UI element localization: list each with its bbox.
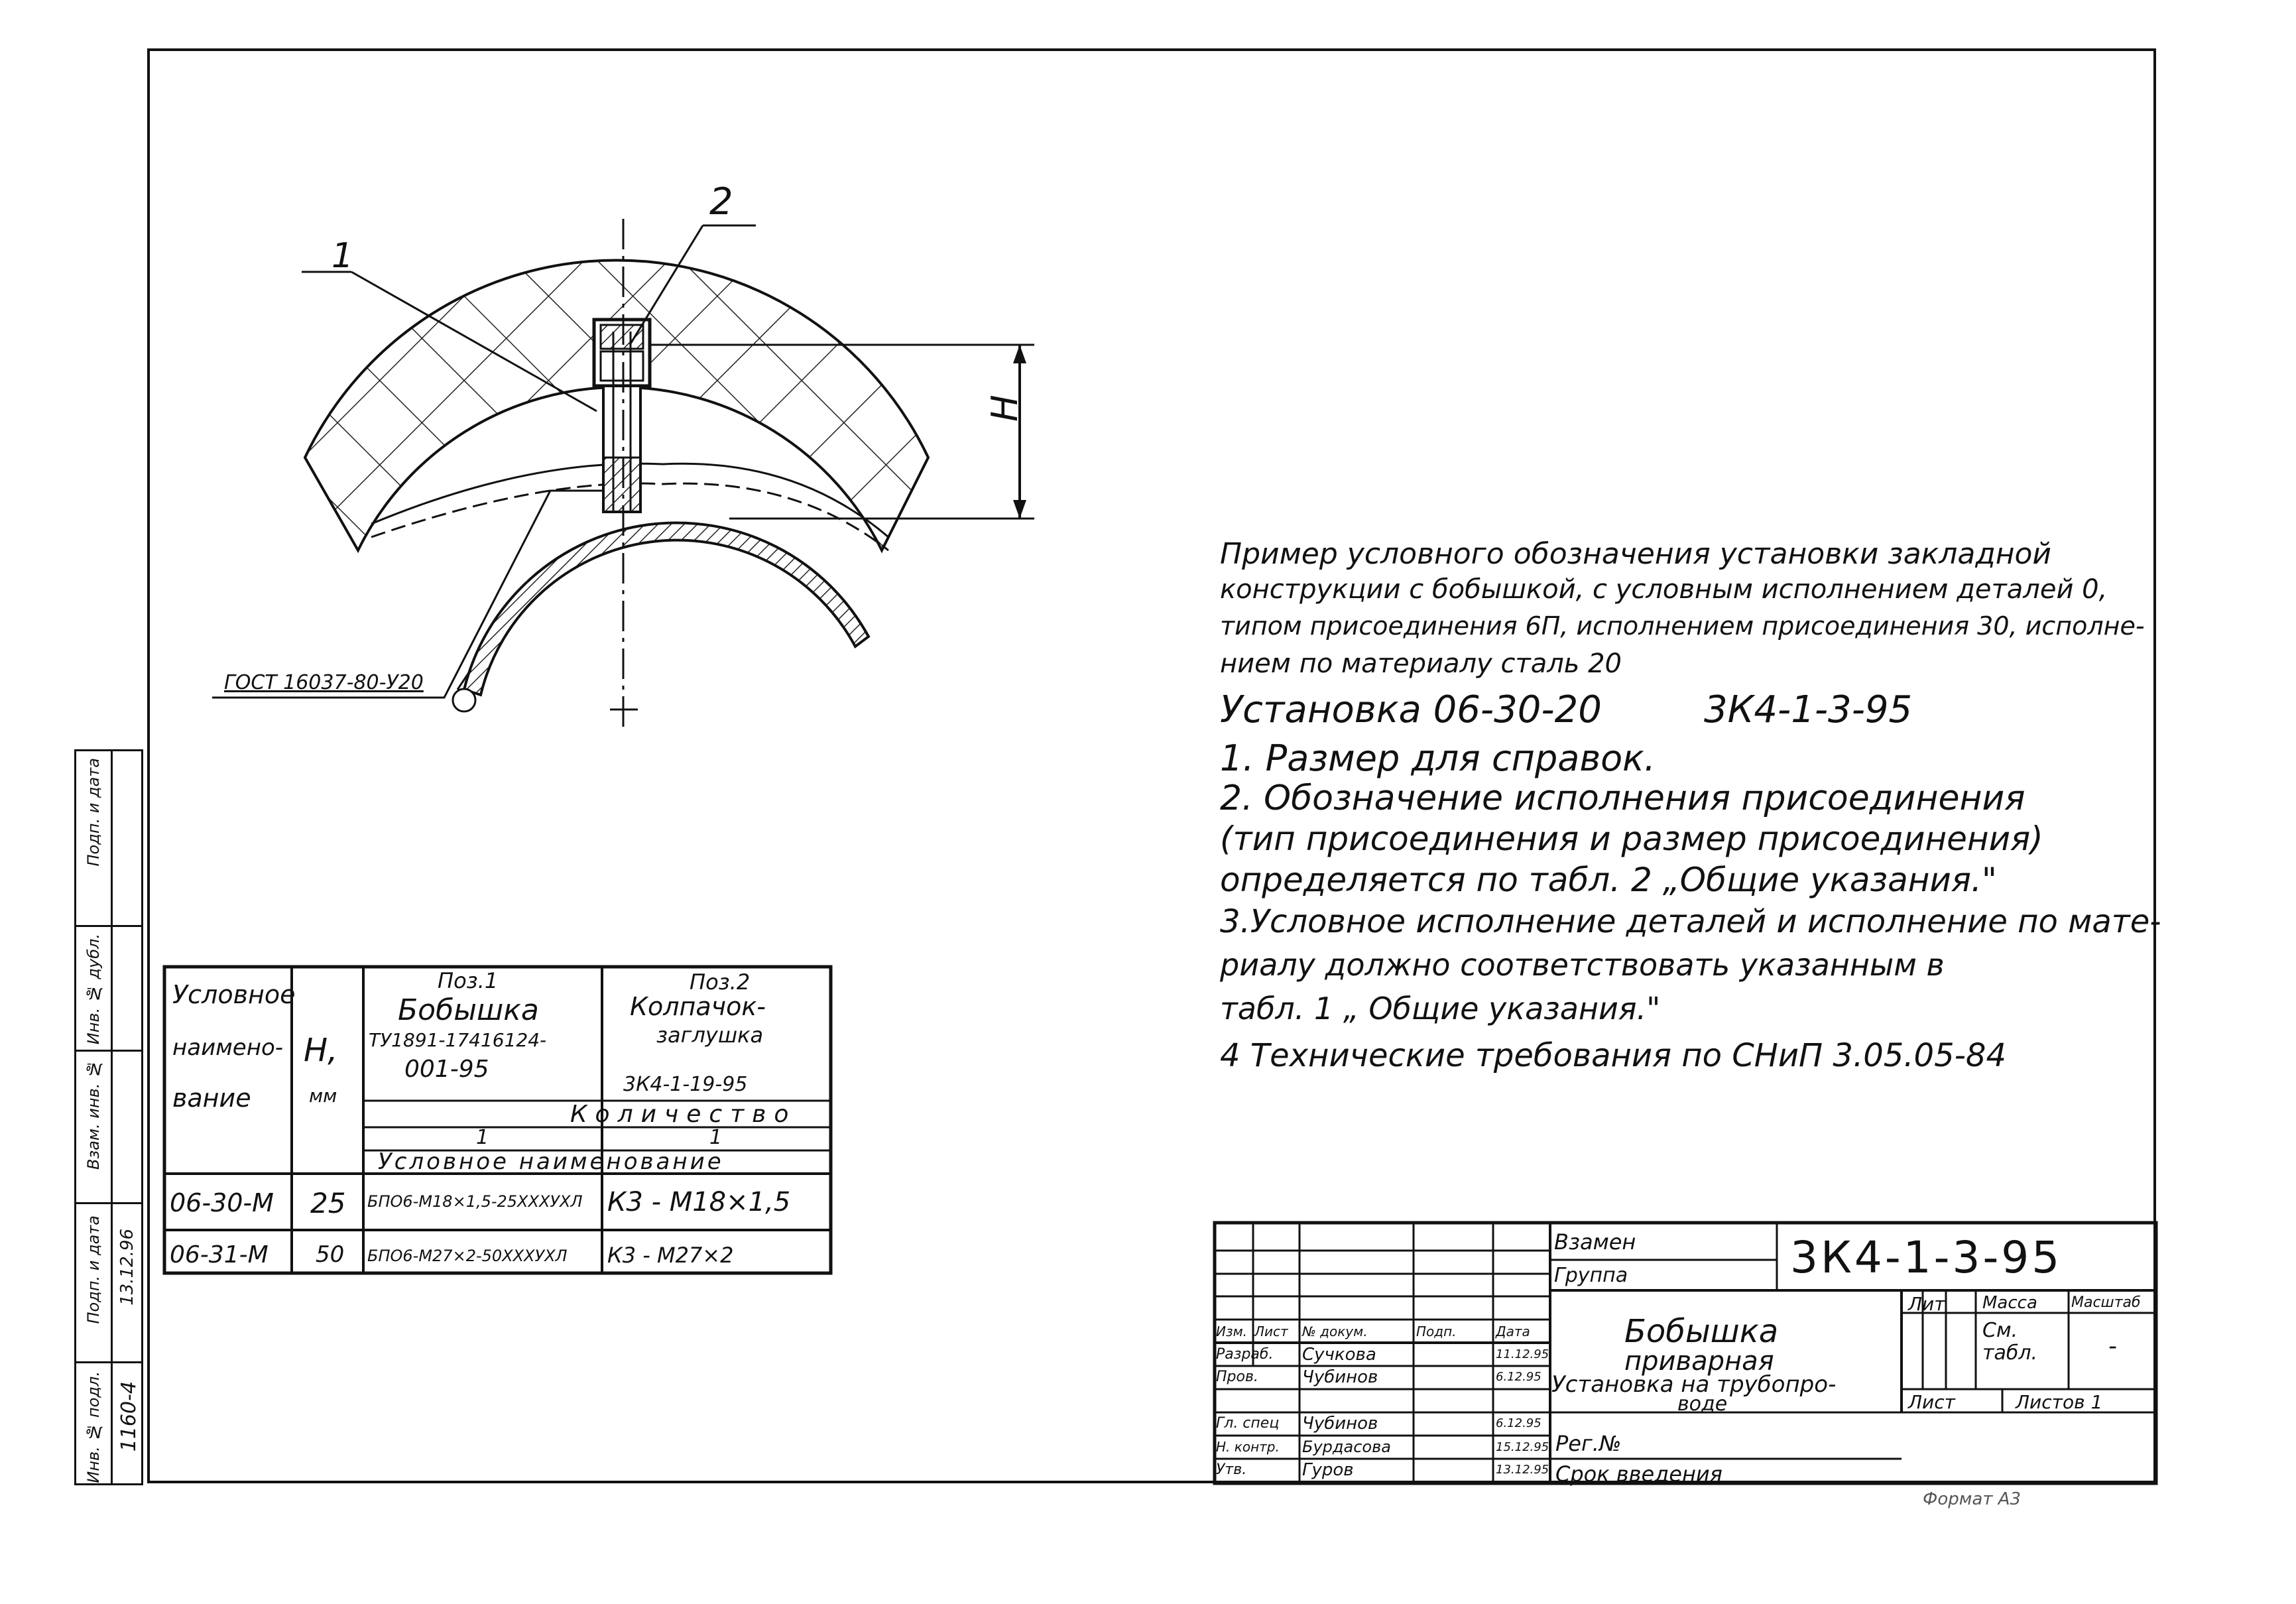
stamp-label: Подп. и дата <box>84 1215 103 1324</box>
note-line: нием по материалу сталь 20 <box>1220 648 1622 679</box>
stamp-label: Взам. инв. № <box>84 1060 103 1170</box>
role-label: Пров. <box>1216 1369 1258 1385</box>
role-label: Гл. спец <box>1216 1415 1280 1432</box>
person-name: Бурдасова <box>1302 1438 1391 1456</box>
pos2-header: 3К4-1-19-95 <box>623 1073 748 1096</box>
reg-label: Рег.№ <box>1555 1431 1622 1456</box>
person-name: Чубинов <box>1302 1414 1378 1434</box>
col-name-header: Условное <box>172 980 296 1009</box>
role-label: Разраб. <box>1216 1346 1274 1363</box>
pos1-qty: 1 <box>476 1126 489 1149</box>
stamp-date-value: 13.12.96 <box>117 1229 137 1306</box>
boss-part <box>594 320 650 512</box>
person-name: Гуров <box>1302 1460 1354 1480</box>
leader-label-2: 2 <box>709 180 733 223</box>
sign-date: 6.12.95 <box>1496 1370 1541 1384</box>
note-item: определяется по табл. 2 „Общие указания." <box>1220 861 1997 899</box>
title-line: приварная <box>1624 1346 1774 1377</box>
col-h-header: H, <box>304 1032 338 1069</box>
role-label: Утв. <box>1216 1461 1247 1478</box>
scale-label: Масштаб <box>2071 1294 2141 1311</box>
note-line: конструкции с бобышкой, с условным исполнением деталей 0, <box>1220 574 2108 605</box>
note-item: 3.Условное исполнение деталей и исполнение по мате- <box>1220 903 2161 940</box>
stamp-label: Подп. и дата <box>84 758 103 867</box>
pos2-header: Колпачок- <box>630 992 766 1021</box>
sign-date: 15.12.95 <box>1496 1440 1549 1454</box>
weld-note: ГОСТ 16037-80-У20 <box>224 671 424 694</box>
massa-value: См. табл. <box>1982 1319 2038 1365</box>
title-line: Установка на трубопро- <box>1551 1371 1837 1398</box>
title-line: Бобышка <box>1624 1313 1779 1350</box>
note-item: (тип присоединения и размер присоединения) <box>1220 820 2043 858</box>
doc-number: 3К4-1-3-95 <box>1790 1232 2063 1283</box>
sheet-label: Лист <box>1908 1391 1955 1413</box>
name-label: Условное наименование <box>378 1148 724 1175</box>
header-cell: Изм. <box>1216 1324 1248 1339</box>
col-h-unit: мм <box>309 1085 337 1107</box>
col-name-header: вание <box>172 1083 251 1113</box>
designation-example: Установка 06-30-20 <box>1220 688 1602 731</box>
header-cell: Дата <box>1496 1324 1530 1339</box>
person-name: Сучкова <box>1302 1345 1376 1365</box>
row-pos1: БПО6-М27×2-50ХХХУХЛ <box>367 1247 568 1265</box>
stamp-label: Инв. № дубл. <box>84 934 103 1045</box>
note-line: типом присоединения 6П, исполнением присоединения 30, исполне- <box>1220 611 2145 641</box>
pos2-header: Поз.2 <box>690 969 751 995</box>
pos1-header: Поз.1 <box>438 968 499 993</box>
stamp-inv-value: 1160-4 <box>117 1381 141 1452</box>
row-name: 06-31-М <box>170 1241 269 1268</box>
massa-label: Масса <box>1982 1293 2037 1313</box>
row-pos2: К3 - М18×1,5 <box>607 1187 791 1217</box>
vzamen-label: Взамен <box>1554 1229 1636 1255</box>
header-cell: Лист <box>1254 1324 1288 1339</box>
lit-label: Лит <box>1908 1293 1945 1315</box>
note-item: 1. Размер для справок. <box>1220 737 1656 779</box>
person-name: Чубинов <box>1302 1367 1378 1387</box>
row-h: 50 <box>316 1241 345 1268</box>
quantity-label: Количество <box>570 1101 797 1128</box>
sheets-label: Листов 1 <box>2016 1391 2103 1413</box>
pos1-header: 001-95 <box>404 1056 489 1083</box>
note-item: табл. 1 „ Общие указания." <box>1220 991 1661 1026</box>
sign-date: 6.12.95 <box>1496 1416 1541 1430</box>
dimension-h-label: H <box>984 395 1026 422</box>
row-h: 25 <box>310 1187 346 1219</box>
scale-value: - <box>2108 1333 2117 1360</box>
srok-label: Срок введения <box>1555 1461 1722 1487</box>
designation-number: 3К4-1-3-95 <box>1704 688 1913 731</box>
pos1-header: Бобышка <box>398 993 539 1027</box>
stamp-label: Инв. № подл. <box>84 1371 103 1483</box>
sign-date: 11.12.95 <box>1496 1347 1549 1361</box>
note-item: риалу должно соответствовать указанным в <box>1220 947 1945 983</box>
title-line: воде <box>1677 1392 1728 1416</box>
header-cell: № докум. <box>1302 1324 1368 1339</box>
header-cell: Подп. <box>1416 1324 1457 1339</box>
pos1-header: ТУ1891-17416124- <box>369 1029 547 1051</box>
note-item: 4 Технические требования по СНиП 3.05.05-84 <box>1220 1037 2007 1074</box>
row-pos2: К3 - М27×2 <box>607 1243 734 1268</box>
pos2-header: заглушка <box>656 1022 764 1048</box>
col-name-header: наимено- <box>172 1034 284 1061</box>
row-pos1: БПО6-М18×1,5-25ХХХУХЛ <box>367 1192 583 1211</box>
leader-label-1: 1 <box>332 236 354 276</box>
note-line: Пример условного обозначения установки закладной <box>1220 537 2052 571</box>
margin-stamp <box>74 749 143 1485</box>
sign-date: 13.12.95 <box>1496 1463 1549 1477</box>
gruppa-label: Группа <box>1554 1264 1628 1287</box>
format-label: Формат А3 <box>1923 1489 2022 1509</box>
note-item: 2. Обозначение исполнения присоединения <box>1220 778 2025 818</box>
pos2-qty: 1 <box>709 1126 723 1149</box>
role-label: Н. контр. <box>1216 1439 1280 1455</box>
row-name: 06-30-М <box>170 1188 274 1217</box>
